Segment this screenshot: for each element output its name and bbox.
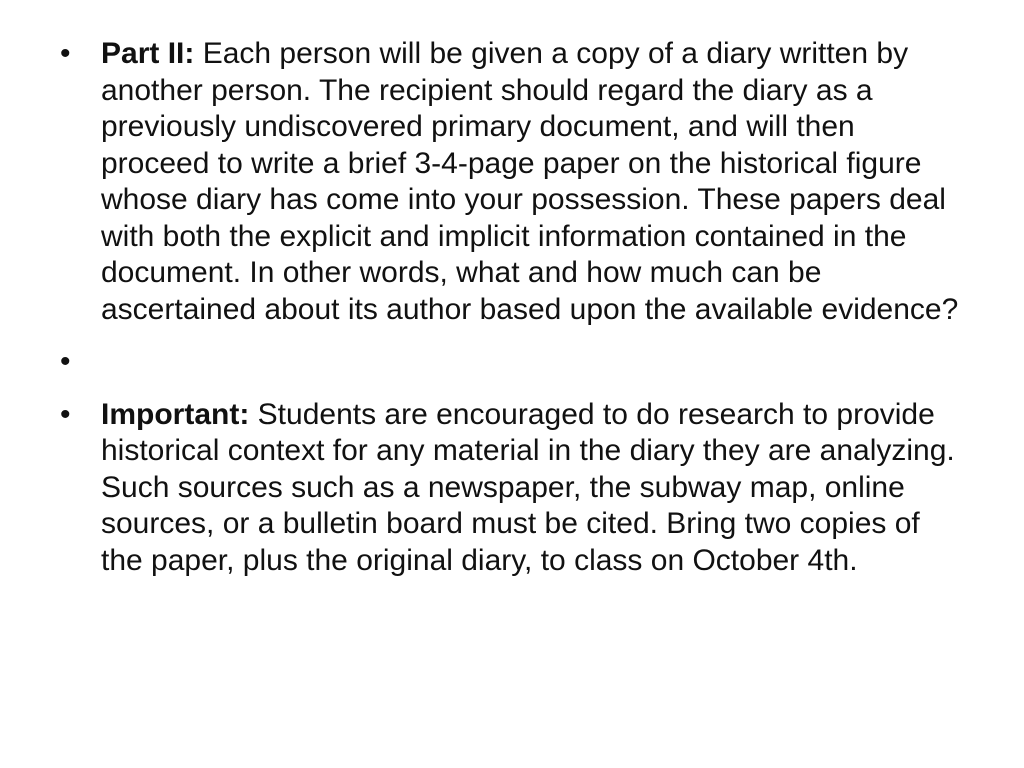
bullet-dot-icon: • xyxy=(60,37,71,70)
bullet-text-part-ii: Each person will be given a copy of a diary written by another person. The recipient should regard the diary as a previously undiscovered primary document, and will then proceed to write a brief 3-4-page paper on the historical figure whose diary has come into your possession. These papers deal with both the explicit and implicit information contained in the document. In other words, what and how much can be ascertained about its author based upon the available evidence? xyxy=(101,37,959,326)
bullet-dot-icon: • xyxy=(60,397,71,431)
bullet-item-important xyxy=(60,397,965,580)
bullet-list xyxy=(60,36,965,595)
bullet-lead-important: Important: xyxy=(101,397,250,431)
bullet-item-empty xyxy=(60,344,965,381)
bullet-lead-part-ii: Part II: xyxy=(101,37,195,70)
bullet-item-part-ii xyxy=(60,36,965,328)
bullet-dot-icon: • xyxy=(60,345,71,378)
bullet-text-important: Students are encouraged to do research to provide historical context for any material in the diary they are analyzing. Such sources such as a newspaper, the subway map, online sources, or a bulletin board must be cited. Bring two copies of the paper, plus the original diary, to class on October 4th. xyxy=(101,397,955,577)
